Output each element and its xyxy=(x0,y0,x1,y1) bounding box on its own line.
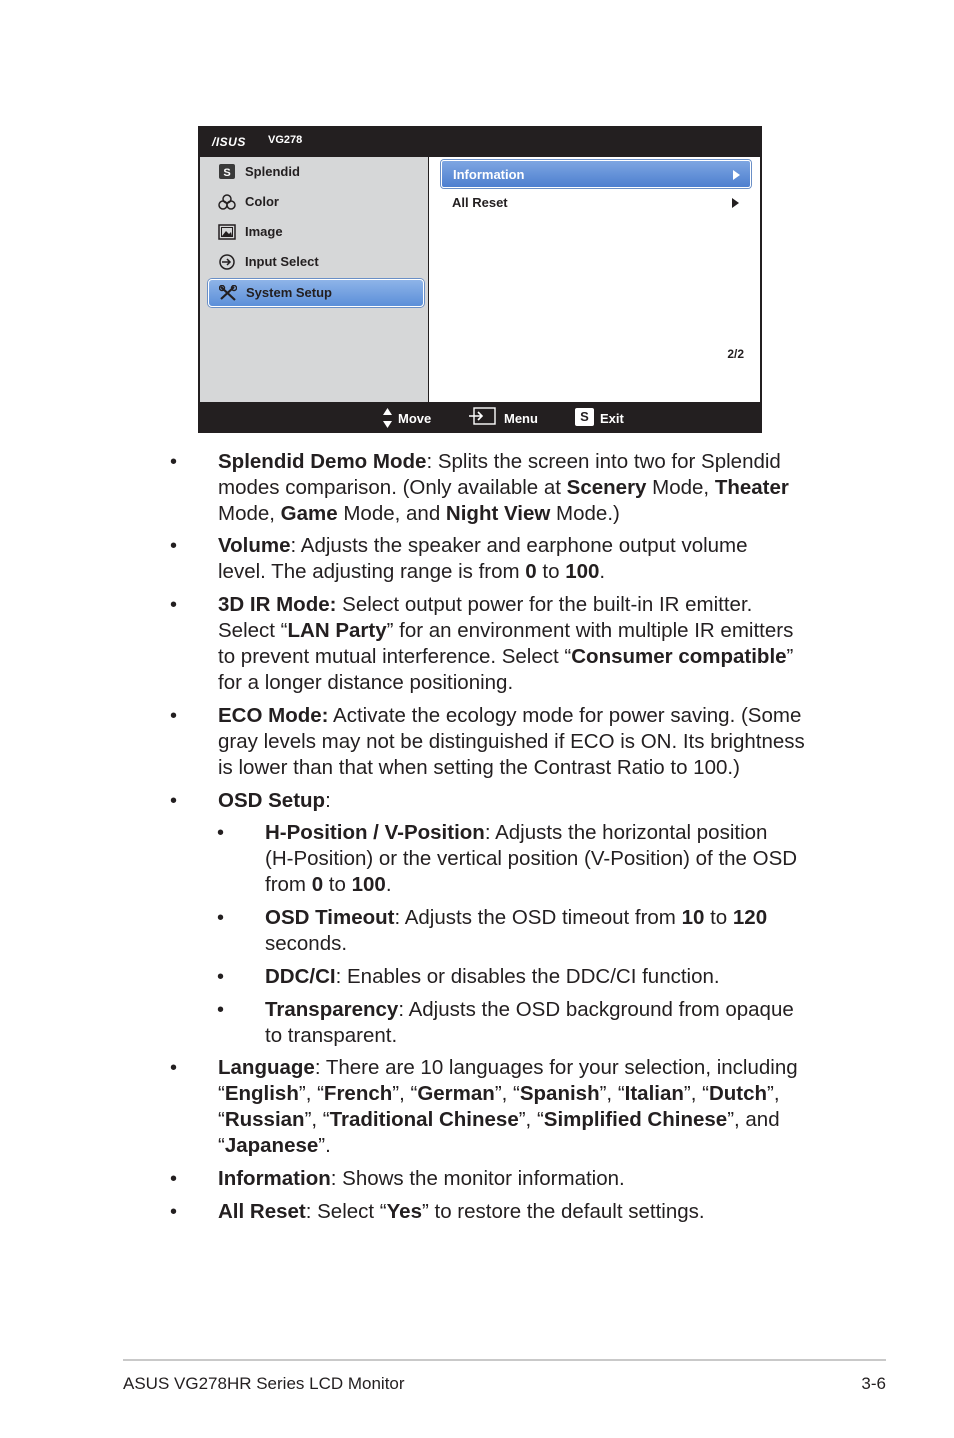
osd-submenu-label: Information xyxy=(453,167,525,182)
asus-logo: /ISUS xyxy=(212,135,246,149)
osd-footer-menu-label: Menu xyxy=(504,411,538,426)
osd-submenu xyxy=(429,157,760,402)
up-down-arrow-icon xyxy=(382,407,393,429)
osd-footer-exit-label: Exit xyxy=(600,411,624,426)
osd-menu-label: Color xyxy=(245,194,279,209)
osd-screenshot xyxy=(198,126,762,433)
osd-submenu-item-information[interactable] xyxy=(441,160,751,188)
list-item-eco-mode: ECO Mode: Activate the ecology mode for power saving. (Some gray levels may not be distinguished if ECO is ON. Its brightness is lower than that when setting the Contrast Ratio to 100.) xyxy=(218,704,805,779)
list-item-all-reset: All Reset: Select “Yes” to restore the default settings. xyxy=(218,1200,705,1223)
sub-item-ddc-ci: DDC/CI: Enables or disables the DDC/CI function. xyxy=(265,965,720,988)
color-icon xyxy=(218,194,236,210)
osd-menu-item-input-select[interactable] xyxy=(208,249,422,275)
osd-menu-label: Input Select xyxy=(245,254,319,269)
footer-divider xyxy=(123,1359,886,1361)
bullet-marker: • xyxy=(170,1168,178,1190)
bullet-marker: • xyxy=(170,594,178,616)
osd-page-indicator: 2/2 xyxy=(727,347,744,361)
osd-menu-item-system-setup[interactable] xyxy=(208,279,424,307)
sub-bullet-marker: • xyxy=(217,999,225,1021)
osd-footer-bar xyxy=(198,402,762,433)
enter-key-icon xyxy=(468,407,496,425)
bullet-marker: • xyxy=(170,1057,178,1079)
s-key-icon: S xyxy=(575,408,594,426)
osd-menu-item-splendid[interactable] xyxy=(208,159,422,185)
list-item-3d-ir-mode: 3D IR Mode: Select output power for the built-in IR emitter. Select “LAN Party” for an environment with multiple IR emitters to prevent mutual interference. Select “Consumer compatible” for a longer distance positioning. xyxy=(218,593,794,694)
bullet-marker: • xyxy=(170,451,178,473)
osd-submenu-item-all-reset[interactable] xyxy=(441,189,749,215)
osd-menu-item-color[interactable] xyxy=(208,189,422,215)
bullet-marker: • xyxy=(170,705,178,727)
bullet-marker: • xyxy=(170,790,178,812)
sub-bullet-marker: • xyxy=(217,966,225,988)
osd-model-name: VG278 xyxy=(268,134,303,146)
list-item-language: Language: There are 10 languages for your selection, including “English”, “French”, “German”, “Spanish”, “Italian”, “Dutch”, “Russian”, “Traditional Chinese”, “Simplified Chinese”, and “Japanese”. xyxy=(218,1056,798,1157)
bullet-marker: • xyxy=(170,535,178,557)
osd-main-menu xyxy=(200,157,428,402)
splendid-s-icon xyxy=(218,164,236,180)
bullet-marker: • xyxy=(170,1201,178,1223)
list-item-osd-setup: OSD Setup: xyxy=(218,789,331,812)
sub-bullet-marker: • xyxy=(217,907,225,929)
list-item-splendid-demo-mode: Splendid Demo Mode: Splits the screen into two for Splendid modes comparison. (Only available at Scenery Mode, Theater Mode, Game Mode, and Night View Mode.) xyxy=(218,450,789,525)
sub-item-transparency: Transparency: Adjusts the OSD background from opaque to transparent. xyxy=(265,998,794,1047)
osd-menu-label: Splendid xyxy=(245,164,300,179)
image-icon xyxy=(218,224,236,240)
osd-title-bar xyxy=(198,126,762,156)
sub-item-osd-timeout: OSD Timeout: Adjusts the OSD timeout from 10 to 120 seconds. xyxy=(265,906,768,955)
footer-title: ASUS VG278HR Series LCD Monitor xyxy=(123,1374,405,1393)
list-item-information: Information: Shows the monitor information. xyxy=(218,1167,625,1190)
osd-menu-label: System Setup xyxy=(246,285,332,300)
osd-menu-label: Image xyxy=(245,224,283,239)
svg-text:S: S xyxy=(223,167,231,179)
osd-submenu-label: All Reset xyxy=(452,195,508,210)
arrow-right-icon xyxy=(733,170,740,180)
osd-footer-move-label: Move xyxy=(398,411,432,426)
input-select-icon xyxy=(218,254,236,270)
arrow-right-icon xyxy=(732,198,739,208)
page-number: 3-6 xyxy=(861,1374,886,1393)
osd-menu-item-image[interactable] xyxy=(208,219,422,245)
sub-item-h-v-position: H-Position / V-Position: Adjusts the horizontal position (H-Position) or the vertical position (V-Position) of the OSD from 0 to 100. xyxy=(265,821,798,896)
list-item-volume: Volume: Adjusts the speaker and earphone output volume level. The adjusting range is from 0 to 100. xyxy=(218,534,748,583)
wrench-screwdriver-icon xyxy=(219,285,237,301)
sub-bullet-marker: • xyxy=(217,822,225,844)
